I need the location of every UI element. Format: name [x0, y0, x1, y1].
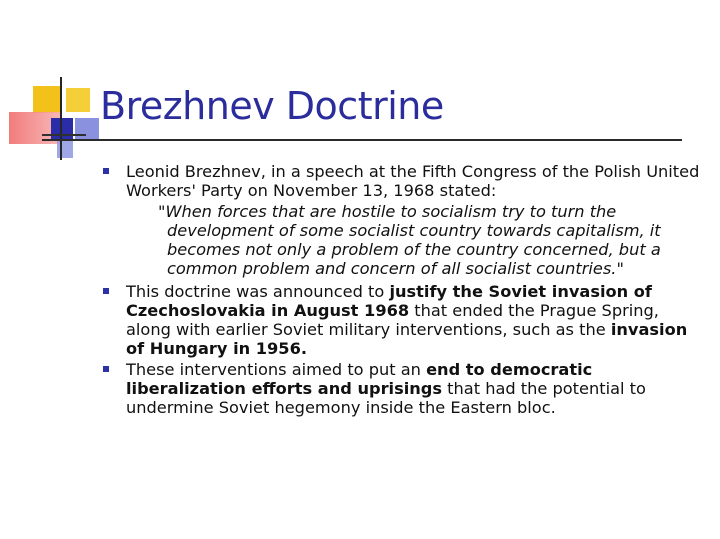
square-bullet-icon: [103, 288, 109, 294]
square-bullet-icon: [103, 168, 109, 174]
logo-horizontal-line: [42, 134, 86, 136]
yellow-square-right: [66, 88, 90, 112]
title-divider: [42, 139, 682, 141]
square-bullet-icon: [103, 366, 109, 372]
bullet-text: Leonid Brezhnev, in a speech at the Fifth Congress of the Polish United Workers' Party on November 13, 1968 stated:: [126, 162, 700, 200]
blue-square-right: [75, 118, 99, 140]
bullet-list: [100, 162, 700, 419]
brezhnev-quote: "When forces that are hostile to socialism try to turn the development of some socialist country towards capitalism, it becomes not only a problem of the country concerned, but a common problem and concern of all socialist countries.": [158, 202, 661, 278]
slide-title: Brezhnev Doctrine: [100, 84, 444, 128]
bullet-text: [126, 282, 700, 358]
bullet-item-3: [100, 360, 700, 417]
bullet-text: [126, 360, 700, 417]
yellow-square: [33, 86, 60, 113]
emphasis-run: invasion of Hungary in 1956.: [126, 320, 688, 358]
bullet-item-2: [100, 282, 700, 358]
text-run: These interventions aimed to put an: [126, 360, 427, 379]
blue-square: [51, 118, 73, 140]
text-run: This doctrine was announced to: [126, 282, 390, 301]
text-run: that had the potential to undermine Soviet hegemony inside the Eastern bloc.: [126, 379, 646, 417]
text-run: that ended the Prague Spring, along with earlier Soviet military interventions, such as the: [126, 301, 659, 339]
bullet-item-1: [100, 162, 700, 278]
emphasis-run: end to democratic liberalization efforts and uprisings: [126, 360, 593, 398]
logo-vertical-line: [60, 77, 62, 160]
emphasis-run: justify the Soviet invasion of Czechoslovakia in August 1968: [126, 282, 652, 320]
